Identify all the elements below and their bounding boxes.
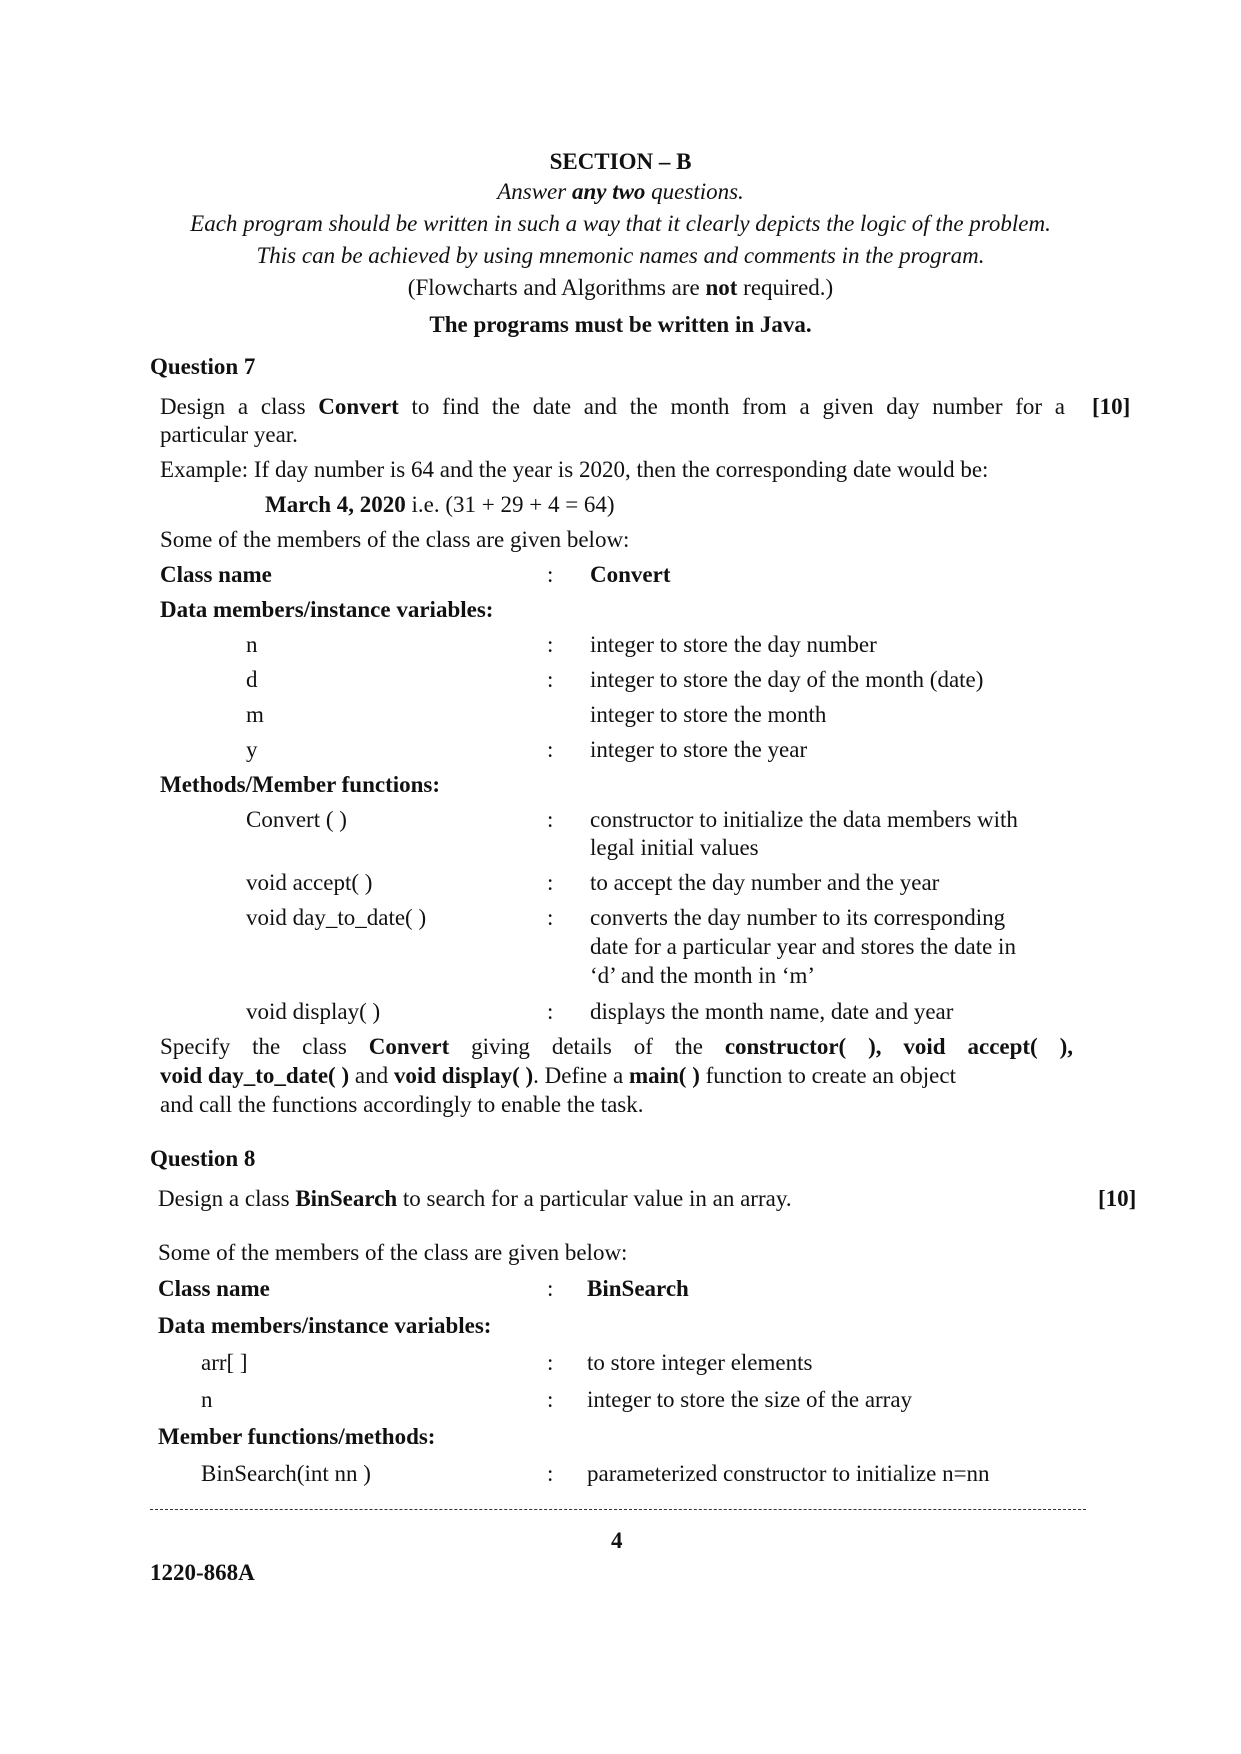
q7-method-row: void day_to_date( ) : converts the day number to its corresponding (246, 905, 1006, 930)
q8-marks: [10] (1098, 1186, 1137, 1211)
q7-method-desc-cont: ‘d’ and the month in ‘m’ (590, 963, 816, 988)
q8-data-row: arr[ ] : to store integer elements (201, 1350, 813, 1375)
footer-divider (150, 1509, 1086, 1510)
q8-class-label: Class name (158, 1276, 270, 1301)
q7-methods-label: Methods/Member functions: (160, 772, 441, 797)
q7-data-row: m integer to store the month (246, 702, 827, 727)
flowchart-note: (Flowcharts and Algorithms are not required.) (407, 275, 834, 300)
q7-class-value: Convert (590, 562, 671, 587)
q8-members-intro: Some of the members of the class are given below: (158, 1240, 628, 1265)
q7-spec-line-2: void day_to_date( ) and void display( ). Define a main( ) function to create an object (160, 1063, 956, 1088)
q7-method-row: Convert ( ) : constructor to initialize the data members with (246, 807, 1018, 832)
q7-spec-line-3: and call the functions accordingly to enable the task. (160, 1092, 644, 1117)
q7-members-intro: Some of the members of the class are given below: (160, 527, 630, 552)
q7-data-row: y : integer to store the year (246, 737, 808, 762)
question-8-heading: Question 8 (150, 1146, 256, 1171)
q7-marks: [10] (1092, 394, 1131, 419)
q7-example: Example: If day number is 64 and the year is 2020, then the corresponding date would be: (160, 457, 989, 482)
q8-data-label: Data members/instance variables: (158, 1313, 492, 1338)
q7-intro-line-1: Design a class Convert to find the date and the month from a given day number for a (160, 394, 1065, 419)
q7-intro-line-2: particular year. (160, 422, 298, 447)
q7-data-row: n : integer to store the day number (246, 632, 877, 657)
q7-class-colon: : (547, 562, 554, 587)
question-7-heading: Question 7 (150, 354, 256, 379)
q8-method-row: BinSearch(int nn ) : parameterized constructor to initialize n=nn (201, 1461, 990, 1486)
q8-data-row: n : integer to store the size of the array (201, 1387, 913, 1412)
q8-class-value: BinSearch (587, 1276, 689, 1301)
q7-method-row: void accept( ) : to accept the day number and the year (246, 870, 940, 895)
q7-data-row: d : integer to store the day of the month (date) (246, 667, 984, 692)
q7-class-label: Class name (160, 562, 272, 587)
answer-instruction: Answer any two questions. (497, 179, 744, 204)
q7-example-date: March 4, 2020 i.e. (31 + 29 + 4 = 64) (265, 492, 615, 517)
instruction-line-2: This can be achieved by using mnemonic names and comments in the program. (256, 243, 985, 268)
paper-code: 1220-868A (150, 1560, 255, 1585)
java-note: The programs must be written in Java. (429, 312, 812, 337)
q8-intro: Design a class BinSearch to search for a particular value in an array. (158, 1186, 792, 1211)
instruction-line-1: Each program should be written in such a way that it clearly depicts the logic of the problem. (190, 211, 1051, 236)
section-title: SECTION – B (549, 149, 692, 174)
q7-spec-line-1: Specify the class Convert giving details of the constructor( ), void accept( ), (160, 1034, 1074, 1059)
q7-method-desc-cont: date for a particular year and stores the date in (590, 934, 1016, 959)
q7-method-row: void display( ) : displays the month name, date and year (246, 999, 954, 1024)
q8-methods-label: Member functions/methods: (158, 1424, 436, 1449)
q8-class-colon: : (547, 1276, 554, 1301)
q7-method-desc-cont: legal initial values (590, 835, 759, 860)
page-number: 4 (611, 1528, 623, 1553)
q7-data-label: Data members/instance variables: (160, 597, 494, 622)
